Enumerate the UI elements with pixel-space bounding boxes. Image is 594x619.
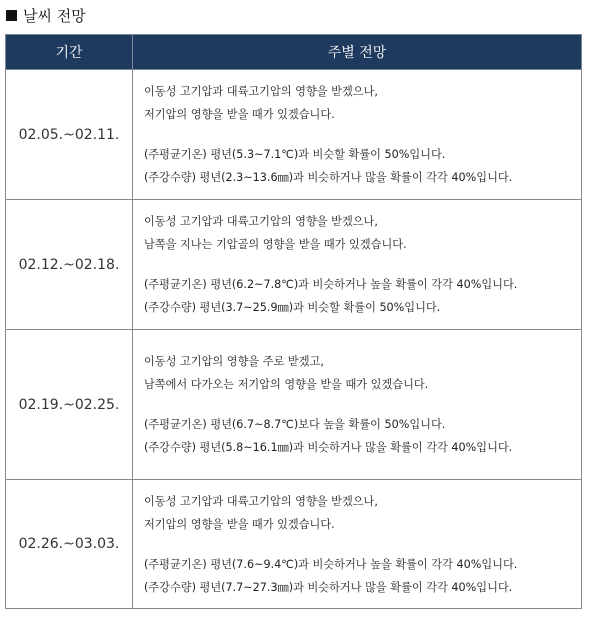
weekly-forecast-table [5, 34, 582, 609]
table-row [6, 480, 582, 609]
section-title-text: 날씨 전망 [23, 6, 86, 25]
forecast-cell [133, 200, 582, 330]
forecast-cell [133, 330, 582, 480]
period-cell: 02.12.~02.18. [6, 200, 133, 330]
forecast-text-line: 이동성 고기압과 대륙고기압의 영향을 받겠으나, [144, 85, 378, 98]
forecast-cell [133, 480, 582, 609]
forecast-text-line: 남쪽에서 다가오는 저기압의 영향을 받을 때가 있겠습니다. [144, 378, 429, 391]
forecast-cell [133, 70, 582, 200]
precipitation-outlook: (주강수량) 평년(5.8~16.1㎜)과 비슷하거나 많을 확률이 각각 40%입니다. [144, 441, 513, 454]
temperature-outlook: (주평균기온) 평년(7.6~9.4℃)과 비슷하거나 높을 확률이 각각 40%입니다. [144, 557, 518, 571]
temperature-outlook: (주평균기온) 평년(6.7~8.7℃)보다 높을 확률이 50%입니다. [144, 418, 446, 431]
period-cell: 02.19.~02.25. [6, 330, 133, 480]
forecast-text-line: 이동성 고기압의 영향을 주로 받겠고, [144, 355, 324, 368]
forecast-text-line: 이동성 고기압과 대륙고기압의 영향을 받겠으나, [144, 494, 378, 508]
table-row [6, 330, 582, 480]
period-cell: 02.26.~03.03. [6, 480, 133, 609]
precipitation-outlook: (주강수량) 평년(2.3~13.6㎜)과 비슷하거나 많을 확률이 각각 40%입니다. [144, 171, 513, 184]
section-title [6, 2, 86, 28]
forecast-text-line: 저기압의 영향을 받을 때가 있겠습니다. [144, 517, 335, 531]
table-header-row [6, 35, 582, 70]
period-cell: 02.05.~02.11. [6, 70, 133, 200]
forecast-text-line: 남쪽을 지나는 기압골의 영향을 받을 때가 있겠습니다. [144, 238, 407, 251]
precipitation-outlook: (주강수량) 평년(3.7~25.9㎜)과 비슷할 확률이 50%입니다. [144, 301, 441, 314]
table-row [6, 70, 582, 200]
square-bullet-icon [6, 10, 17, 21]
header-period: 기간 [6, 35, 133, 70]
table-row [6, 200, 582, 330]
forecast-text-line: 이동성 고기압과 대륙고기압의 영향을 받겠으나, [144, 215, 378, 228]
temperature-outlook: (주평균기온) 평년(5.3~7.1℃)과 비슷할 확률이 50%입니다. [144, 148, 446, 161]
forecast-text-line: 저기압의 영향을 받을 때가 있겠습니다. [144, 108, 335, 121]
precipitation-outlook: (주강수량) 평년(7.7~27.3㎜)과 비슷하거나 많을 확률이 각각 40%입니다. [144, 580, 513, 594]
temperature-outlook: (주평균기온) 평년(6.2~7.8℃)과 비슷하거나 높을 확률이 각각 40%입니다. [144, 278, 518, 291]
header-forecast: 주별 전망 [133, 35, 582, 70]
